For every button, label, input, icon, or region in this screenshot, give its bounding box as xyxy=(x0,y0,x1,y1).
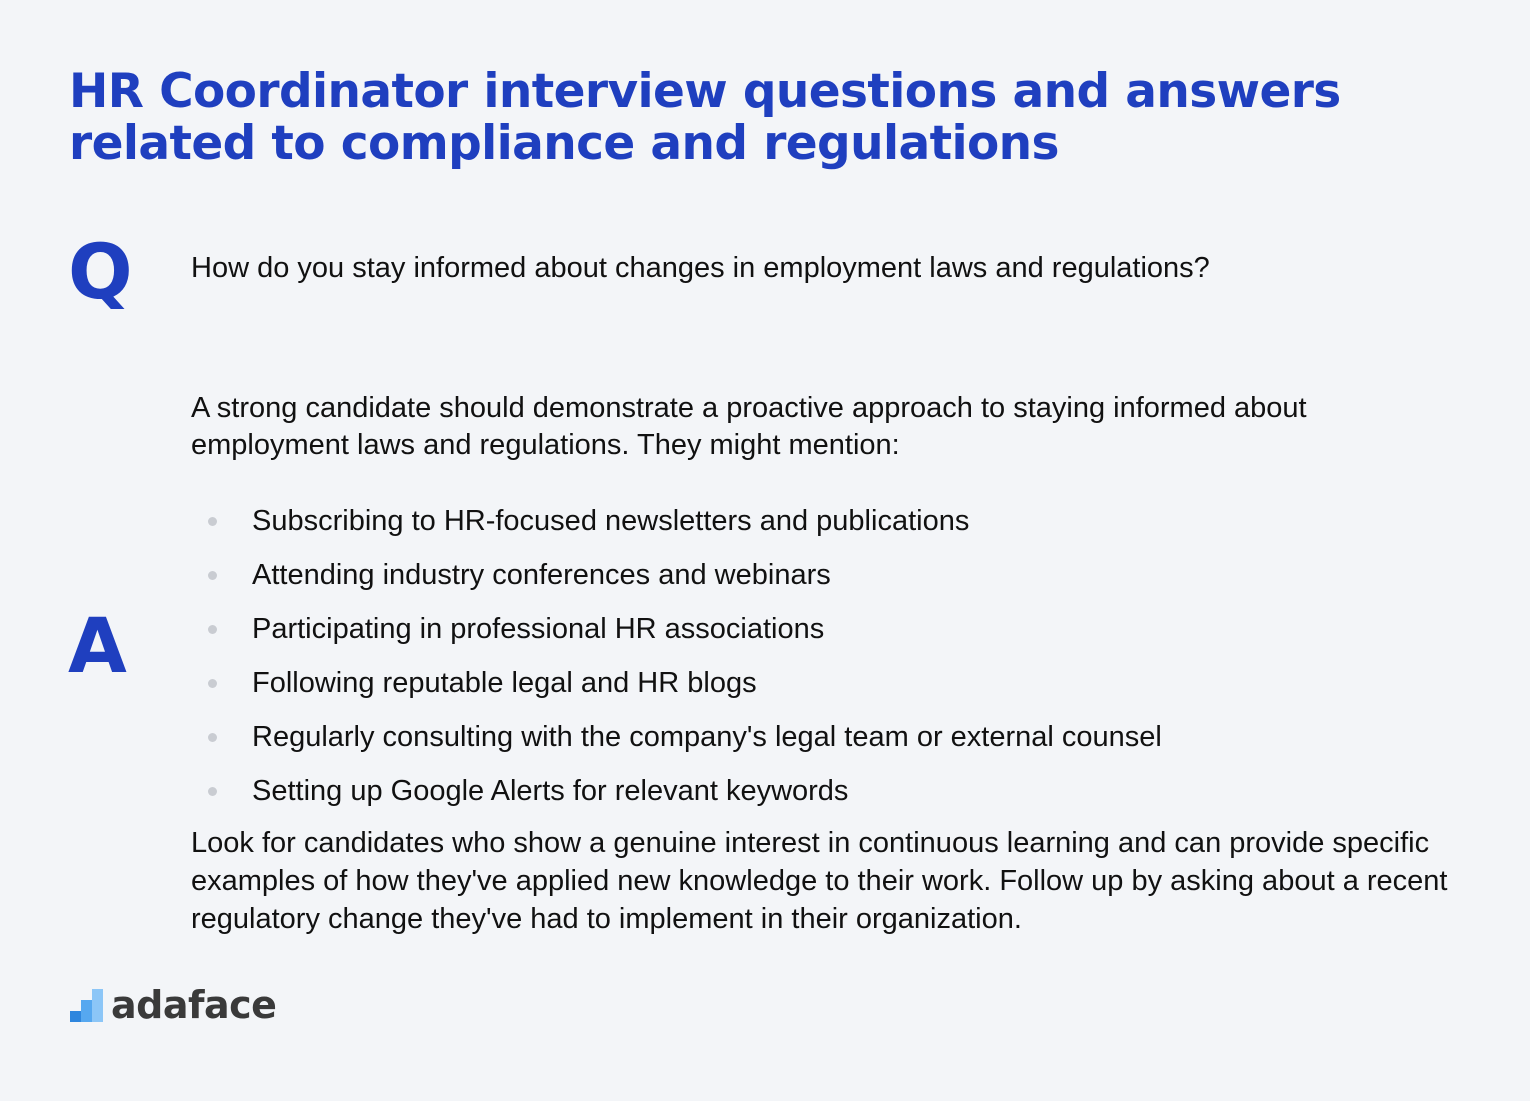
bullet-dot-icon xyxy=(208,787,217,796)
list-item-text: Subscribing to HR-focused newsletters and publications xyxy=(252,505,970,537)
list-item-text: Regularly consulting with the company's legal team or external counsel xyxy=(252,721,1162,753)
bullet-dot-icon xyxy=(208,733,217,742)
list-item-text: Participating in professional HR associations xyxy=(252,613,825,645)
answer-outro: Look for candidates who show a genuine interest in continuous learning and can provide specific examples of how they've applied new knowledge to their work. Follow up by asking about a recent regulatory change they've had to implement in their organization. xyxy=(191,827,1448,935)
list-item xyxy=(191,557,1471,593)
list-item xyxy=(191,773,1471,809)
bullet-dot-icon xyxy=(208,571,217,580)
bullet-dot-icon xyxy=(208,517,217,526)
list-item-text: Following reputable legal and HR blogs xyxy=(252,667,757,699)
answer-bullet-list xyxy=(191,503,1471,827)
bullet-dot-icon xyxy=(208,679,217,688)
list-item-text: Setting up Google Alerts for relevant keywords xyxy=(252,775,849,807)
list-item xyxy=(191,503,1471,539)
list-item xyxy=(191,665,1471,701)
brand-name: adaface xyxy=(111,983,277,1027)
answer-intro: A strong candidate should demonstrate a proactive approach to staying informed about employment laws and regulations. They might mention: xyxy=(191,392,1307,461)
answer-marker: A xyxy=(68,601,127,690)
brand-logo xyxy=(70,985,276,1025)
list-item-text: Attending industry conferences and webinars xyxy=(252,559,831,591)
adaface-logo-icon xyxy=(70,989,103,1022)
list-item xyxy=(191,611,1471,647)
list-item xyxy=(191,719,1471,755)
bullet-dot-icon xyxy=(208,625,217,634)
question-text: How do you stay informed about changes in employment laws and regulations? xyxy=(191,252,1210,284)
question-marker: Q xyxy=(68,227,133,316)
page-title: HR Coordinator interview questions and answers related to compliance and regulations xyxy=(69,64,1341,171)
